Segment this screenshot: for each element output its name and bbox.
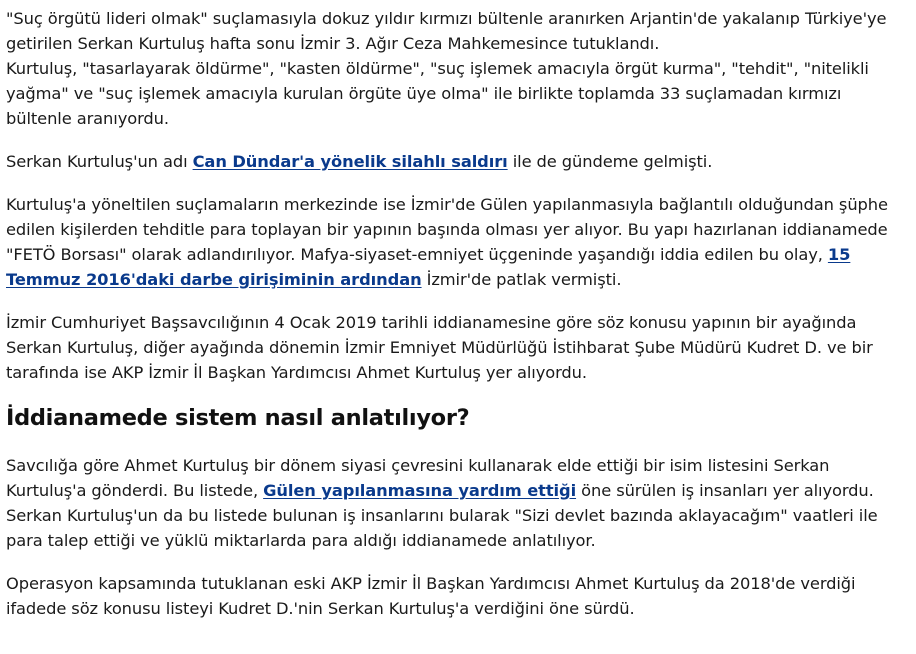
paragraph-list-before: Savcılığa göre Ahmet Kurtuluş bir dönem siyasi çevresini kullanarak elde ettiği bir isim listesini Serkan Kurtuluş'a gönderdi. Bu listede, <box>6 456 830 500</box>
link-gulen-yardim[interactable]: Gülen yapılanmasına yardım ettiği <box>263 481 577 500</box>
paragraph-list <box>6 453 900 553</box>
paragraph-testimony <box>6 571 900 621</box>
paragraph-arrest-text: "Suç örgütü lideri olmak" suçlamasıyla dokuz yıldır kırmızı bültenle aranırken Arjantin'de yakalanıp Türkiye'ye getirilen Serkan Kurtuluş hafta sonu İzmir 3. Ağır Ceza Mahkemesince tutuklandı. <box>6 9 887 53</box>
link-can-dundar-attack[interactable]: Can Dündar'a yönelik silahlı saldırı <box>192 152 508 171</box>
paragraph-indictment-text: İzmir Cumhuriyet Başsavcılığının 4 Ocak 2019 tarihli iddianamesine göre söz konusu yapının bir ayağında Serkan Kurtuluş, diğer ayağında dönemin İzmir Emniyet Müdürlüğü İstihbarat Şube Müdürü Kudret D. ve bir tarafında ise AKP İzmir İl Başkan Yardımcısı Ahmet Kurtuluş yer alıyordu. <box>6 313 873 382</box>
paragraph-list-after: öne sürülen iş insanları yer alıyordu. Serkan Kurtuluş'un da bu listede bulunan iş insanlarını bularak "Sizi devlet bazında aklayacağım" vaatleri ile para talep ettiği ve yüklü miktarlarda para aldığı iddianamede anlatılıyor. <box>6 481 878 550</box>
link-15-temmuz[interactable]: 15 Temmuz 2016'daki darbe girişiminin ardından <box>6 245 851 289</box>
paragraph-testimony-text: Operasyon kapsamında tutuklanan eski AKP İzmir İl Başkan Yardımcısı Ahmet Kurtuluş da 2018'de verdiği ifadede söz konusu listeyi Kudret D.'nin Serkan Kurtuluş'a verdiğini öne sürdü. <box>6 574 856 618</box>
paragraph-feto-before: Kurtuluş'a yöneltilen suçlamaların merkezinde ise İzmir'de Gülen yapılanmasıyla bağlantılı olduğundan şüphe edilen kişilerden tehditle para toplayan bir yapının başında olması yer alıyor. Bu yapı hazırlanan iddianamede "FETÖ Borsası" olarak adlandırılıyor. Mafya-siyaset-emniyet üçgeninde yaşandığı iddia edilen bu olay, <box>6 195 888 264</box>
paragraph-feto-borsasi <box>6 192 900 292</box>
paragraph-dundar <box>6 149 900 174</box>
paragraph-charges-text: Kurtuluş, "tasarlayarak öldürme", "kasten öldürme", "suç işlemek amacıyla örgüt kurma", "tehdit", "nitelikli yağma" ve "suç işlemek amacıyla kurulan örgüte üye olma" ile birlikte toplamda 33 suçlamadan kırmızı bültenle aranıyordu. <box>6 59 869 128</box>
paragraph-dundar-before: Serkan Kurtuluş'un adı <box>6 152 193 171</box>
paragraph-indictment <box>6 310 900 385</box>
paragraph-feto-after: İzmir'de patlak vermişti. <box>421 270 622 289</box>
paragraph-dundar-after: ile de gündeme gelmişti. <box>507 152 713 171</box>
paragraph-arrest <box>6 6 900 131</box>
section-heading: İddianamede sistem nasıl anlatılıyor? <box>6 405 470 431</box>
